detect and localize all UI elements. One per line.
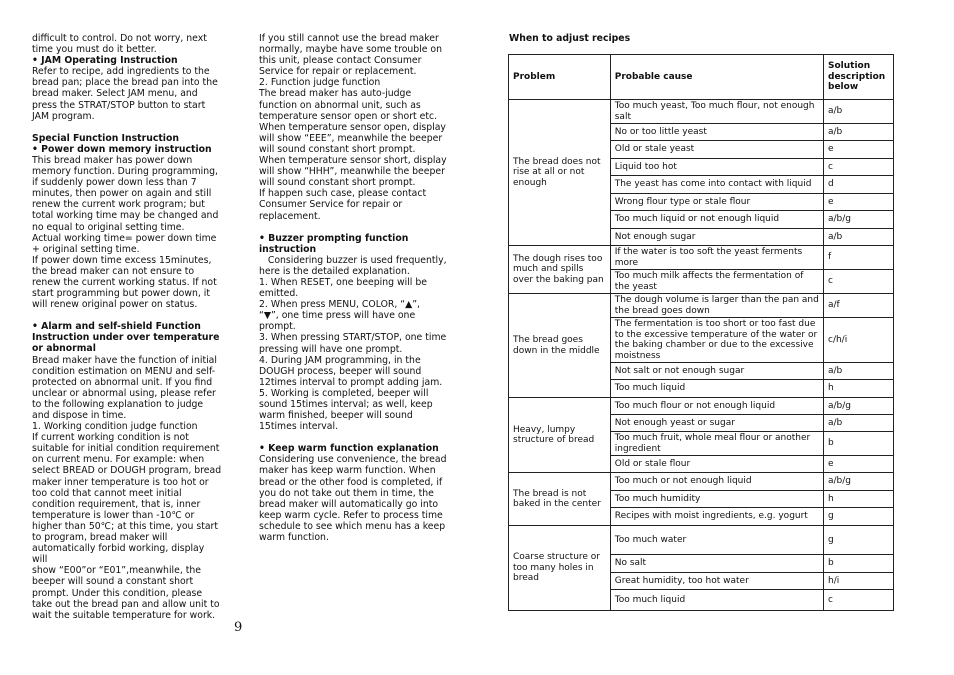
text-line: will show “HHH”, meanwhile the beeper	[259, 166, 445, 178]
cause-cell: Too much liquid	[610, 380, 823, 398]
solution-cell: d	[824, 176, 894, 194]
text-line: bread maker will automatically go into	[259, 498, 439, 510]
cause-cell: Too much flour or not enough liquid	[610, 398, 823, 415]
text-line: This bread maker has power down	[32, 154, 193, 166]
section-heading: instruction	[259, 243, 317, 255]
solution-cell: h	[824, 380, 894, 398]
text-line: select BREAD or DOUGH program, bread	[32, 465, 222, 477]
solution-cell: e	[824, 456, 894, 473]
text-line: replacement.	[259, 210, 321, 222]
text-line: Considering buzzer is used frequently,	[259, 254, 447, 266]
text-line: Refer to recipe, add ingredients to the	[32, 66, 210, 78]
cause-cell: Liquid too hot	[610, 159, 823, 176]
text-line: to the following explanation to judge	[32, 398, 204, 410]
text-line: Considering use convenience, the bread	[259, 454, 447, 466]
text-line: prompt. Under this condition, please	[32, 587, 203, 599]
page-number: 9	[234, 620, 243, 635]
text-line: difficult to control. Do not worry, next	[32, 33, 207, 44]
text-line: temperature is lower than -10℃ or	[32, 509, 195, 521]
text-line: will renew original power on status.	[32, 299, 198, 311]
solution-cell: c/h/i	[824, 318, 894, 363]
section-heading: Special Function Instruction	[32, 132, 179, 144]
solution-cell: e	[824, 141, 894, 159]
problem-cell: The bread goes down in the middle	[509, 294, 611, 398]
text-line: higher than 50℃; at this time, you start	[32, 520, 219, 532]
cause-cell: Too much liquid	[610, 590, 823, 611]
text-line: will sound constant short prompt.	[259, 177, 416, 189]
cause-cell: If the water is too soft the yeast ferments more	[610, 246, 823, 270]
solution-cell: h	[824, 491, 894, 508]
section-heading: or abnormal	[32, 343, 96, 355]
text-line: normally, maybe have some trouble on	[259, 44, 443, 56]
solution-cell: g	[824, 526, 894, 555]
cause-cell: The fermentation is too short or too fast due to the excessive temperature of the water or the baking chamber or due to the excessive moistness	[610, 318, 823, 363]
text-line: maker has keep warm function. When	[259, 465, 436, 477]
text-line: take out the bread pan and allow unit to	[32, 598, 220, 610]
solution-cell: c	[824, 590, 894, 611]
text-line: 2. When press MENU, COLOR, “▲”,	[259, 299, 421, 311]
solution-cell: a/b	[824, 363, 894, 380]
text-line: wait the suitable temperature for work.	[32, 609, 216, 621]
solution-cell: a/b	[824, 229, 894, 246]
text-line: 4. During JAM programming, in the	[259, 354, 421, 366]
cause-cell: Recipes with moist ingredients, e.g. yogurt	[610, 508, 823, 526]
text-line: emitted.	[259, 288, 299, 300]
text-line: total working time may be changed and	[32, 210, 219, 222]
table-row	[509, 100, 894, 124]
cause-cell: Too much liquid or not enough liquid	[610, 211, 823, 229]
header-problem: Problem	[509, 55, 611, 100]
problem-cell: The bread does not rise at all or not enough	[509, 100, 611, 246]
text-line: bread maker. Select JAM menu, and	[32, 88, 198, 100]
text-line: will sound constant short prompt.	[259, 143, 416, 155]
text-line: When temperature sensor open, display	[259, 121, 446, 133]
text-line: “▼”, one time press will have one	[259, 310, 416, 322]
solution-cell: c	[824, 270, 894, 294]
table-header-row	[509, 55, 894, 100]
problem-cell: Coarse structure or too many holes in bread	[509, 526, 611, 611]
text-line: suitable for initial condition requirement	[32, 443, 220, 455]
table-title: When to adjust recipes	[509, 33, 631, 44]
solution-cell: b	[824, 432, 894, 456]
text-line: Consumer Service for repair or	[259, 199, 403, 211]
text-line: prompt.	[259, 321, 296, 333]
text-line: Bread maker have the function of initial	[32, 354, 217, 366]
cause-cell: The yeast has come into contact with liquid	[610, 176, 823, 194]
solution-cell: a/b	[824, 124, 894, 141]
text-line: warm function.	[259, 532, 329, 544]
text-line: 3. When pressing START/STOP, one time	[259, 332, 447, 344]
text-line: memory function. During programming,	[32, 166, 218, 178]
table-row	[509, 398, 894, 415]
section-heading: • Power down memory instruction	[32, 143, 212, 155]
header-cause: Probable cause	[610, 55, 823, 100]
solution-cell: a/b/g	[824, 473, 894, 491]
text-line: When temperature sensor short, display	[259, 155, 447, 167]
text-line: 1. Working condition judge function	[32, 421, 198, 433]
solution-cell: a/f	[824, 294, 894, 318]
solution-cell: h/i	[824, 573, 894, 590]
table-row	[509, 294, 894, 318]
text-line: automatically forbid working, display will	[32, 543, 205, 566]
text-line: on current menu. For example: when	[32, 454, 205, 466]
text-line: If you still cannot use the bread maker	[259, 33, 439, 44]
section-heading: • JAM Operating Instruction	[32, 55, 178, 67]
text-line: condition requirement, that is, inner	[32, 498, 201, 510]
section-heading: • Buzzer prompting function	[259, 232, 409, 244]
table-row	[509, 473, 894, 491]
section-heading: • Alarm and self-shield Function	[32, 321, 201, 333]
cause-cell: Wrong flour type or stale flour	[610, 194, 823, 211]
text-line: Service for repair or replacement.	[259, 66, 417, 78]
solution-cell: g	[824, 508, 894, 526]
solution-cell: a/b	[824, 415, 894, 432]
text-line: maker inner temperature is too hot or	[32, 476, 209, 488]
text-line: unclear or abnormal using, please refer	[32, 387, 216, 399]
text-line: will show “EEE”, meanwhile the beeper	[259, 132, 443, 144]
text-line: beeper will sound a constant short	[32, 576, 194, 588]
text-line: schedule to see which menu has a keep	[259, 520, 446, 532]
solution-cell: f	[824, 246, 894, 270]
table-row	[509, 526, 894, 555]
left-text-column	[32, 33, 222, 621]
text-line: 12times interval to prompt adding jam.	[259, 376, 443, 388]
text-line: warm finished, beeper will sound	[259, 410, 413, 422]
text-line: minutes, then power on again and still	[32, 188, 212, 200]
text-line: If current working condition is not	[32, 432, 189, 444]
text-line: no equal to original setting time.	[32, 221, 185, 233]
text-line: too cold that cannot meet initial	[32, 487, 182, 499]
text-line: renew the current work program; but	[32, 199, 205, 211]
cause-cell: Old or stale flour	[610, 456, 823, 473]
text-line: Actual working time= power down time	[32, 232, 217, 244]
text-line: bread or the other food is completed, if	[259, 476, 443, 488]
cause-cell: No salt	[610, 555, 823, 573]
text-line: and dispose in time.	[32, 410, 127, 421]
header-solution: Solution description below	[824, 55, 894, 100]
troubleshooting-table	[508, 54, 894, 611]
cause-cell: Not salt or not enough sugar	[610, 363, 823, 380]
text-line: function on abnormal unit, such as	[259, 99, 421, 111]
text-line: press the STRAT/STOP button to start	[32, 99, 206, 111]
solution-cell: c	[824, 159, 894, 176]
problem-cell: The dough rises too much and spills over the baking pan	[509, 246, 611, 294]
cause-cell: Too much milk affects the fermentation of the yeast	[610, 270, 823, 294]
cause-cell: Not enough sugar	[610, 229, 823, 246]
text-line: sound 15times interval; as well, keep	[259, 399, 433, 410]
cause-cell: Too much water	[610, 526, 823, 555]
cause-cell: Too much fruit, whole meal flour or another ingredient	[610, 432, 823, 456]
cause-cell: Too much or not enough liquid	[610, 473, 823, 491]
table-row	[509, 246, 894, 270]
text-line: here is the detailed explanation.	[259, 265, 410, 277]
text-line: show “E00”or “E01”,meanwhile, the	[32, 565, 201, 577]
text-line: DOUGH process, beeper will sound	[259, 365, 422, 377]
text-line: keep warm cycle. Refer to process time	[259, 509, 443, 521]
cause-cell: Not enough yeast or sugar	[610, 415, 823, 432]
text-line: + original setting time.	[32, 243, 140, 255]
problem-cell: Heavy, lumpy structure of bread	[509, 398, 611, 473]
problem-cell: The bread is not baked in the center	[509, 473, 611, 526]
text-line: 2. Function judge function	[259, 77, 381, 89]
text-line: condition estimation on MENU and self-	[32, 365, 216, 377]
solution-cell: a/b	[824, 100, 894, 124]
text-line: if suddenly power down less than 7	[32, 177, 197, 189]
text-line: renew the current working status. If not	[32, 276, 217, 288]
middle-text-column	[259, 33, 449, 543]
text-line: protected on abnormal unit. If you find	[32, 376, 213, 388]
section-heading: • Keep warm function explanation	[259, 443, 439, 455]
text-line: start programming but power down, it	[32, 288, 210, 300]
text-line: If power down time excess 15minutes,	[32, 254, 212, 266]
text-line: the bread maker can not ensure to	[32, 265, 195, 277]
solution-cell: a/b/g	[824, 398, 894, 415]
text-line: 5. Working is completed, beeper will	[259, 387, 429, 399]
cause-cell: Great humidity, too hot water	[610, 573, 823, 590]
text-line: you do not take out them in time, the	[259, 487, 434, 499]
text-line: 15times interval.	[259, 421, 339, 433]
cause-cell: No or too little yeast	[610, 124, 823, 141]
text-line: pressing will have one prompt.	[259, 343, 403, 355]
text-line: this unit, please contact Consumer	[259, 55, 422, 67]
text-line: 1. When RESET, one beeping will be	[259, 276, 427, 288]
solution-cell: b	[824, 555, 894, 573]
text-line: The bread maker has auto-judge	[259, 88, 412, 100]
solution-cell: e	[824, 194, 894, 211]
text-line: If happen such case, please contact	[259, 188, 427, 200]
text-line: temperature sensor open or short etc.	[259, 110, 438, 122]
section-heading: Instruction under over temperature	[32, 332, 220, 344]
text-line: time you must do it better.	[32, 44, 157, 56]
text-line: bread pan; place the bread pan into the	[32, 77, 218, 89]
cause-cell: Too much yeast, Too much flour, not enough salt	[610, 100, 823, 124]
text-line: to program, bread maker will	[32, 532, 168, 544]
text-line: JAM program.	[32, 110, 95, 122]
cause-cell: Too much humidity	[610, 491, 823, 508]
cause-cell: The dough volume is larger than the pan and the bread goes down	[610, 294, 823, 318]
solution-cell: a/b/g	[824, 211, 894, 229]
cause-cell: Old or stale yeast	[610, 141, 823, 159]
